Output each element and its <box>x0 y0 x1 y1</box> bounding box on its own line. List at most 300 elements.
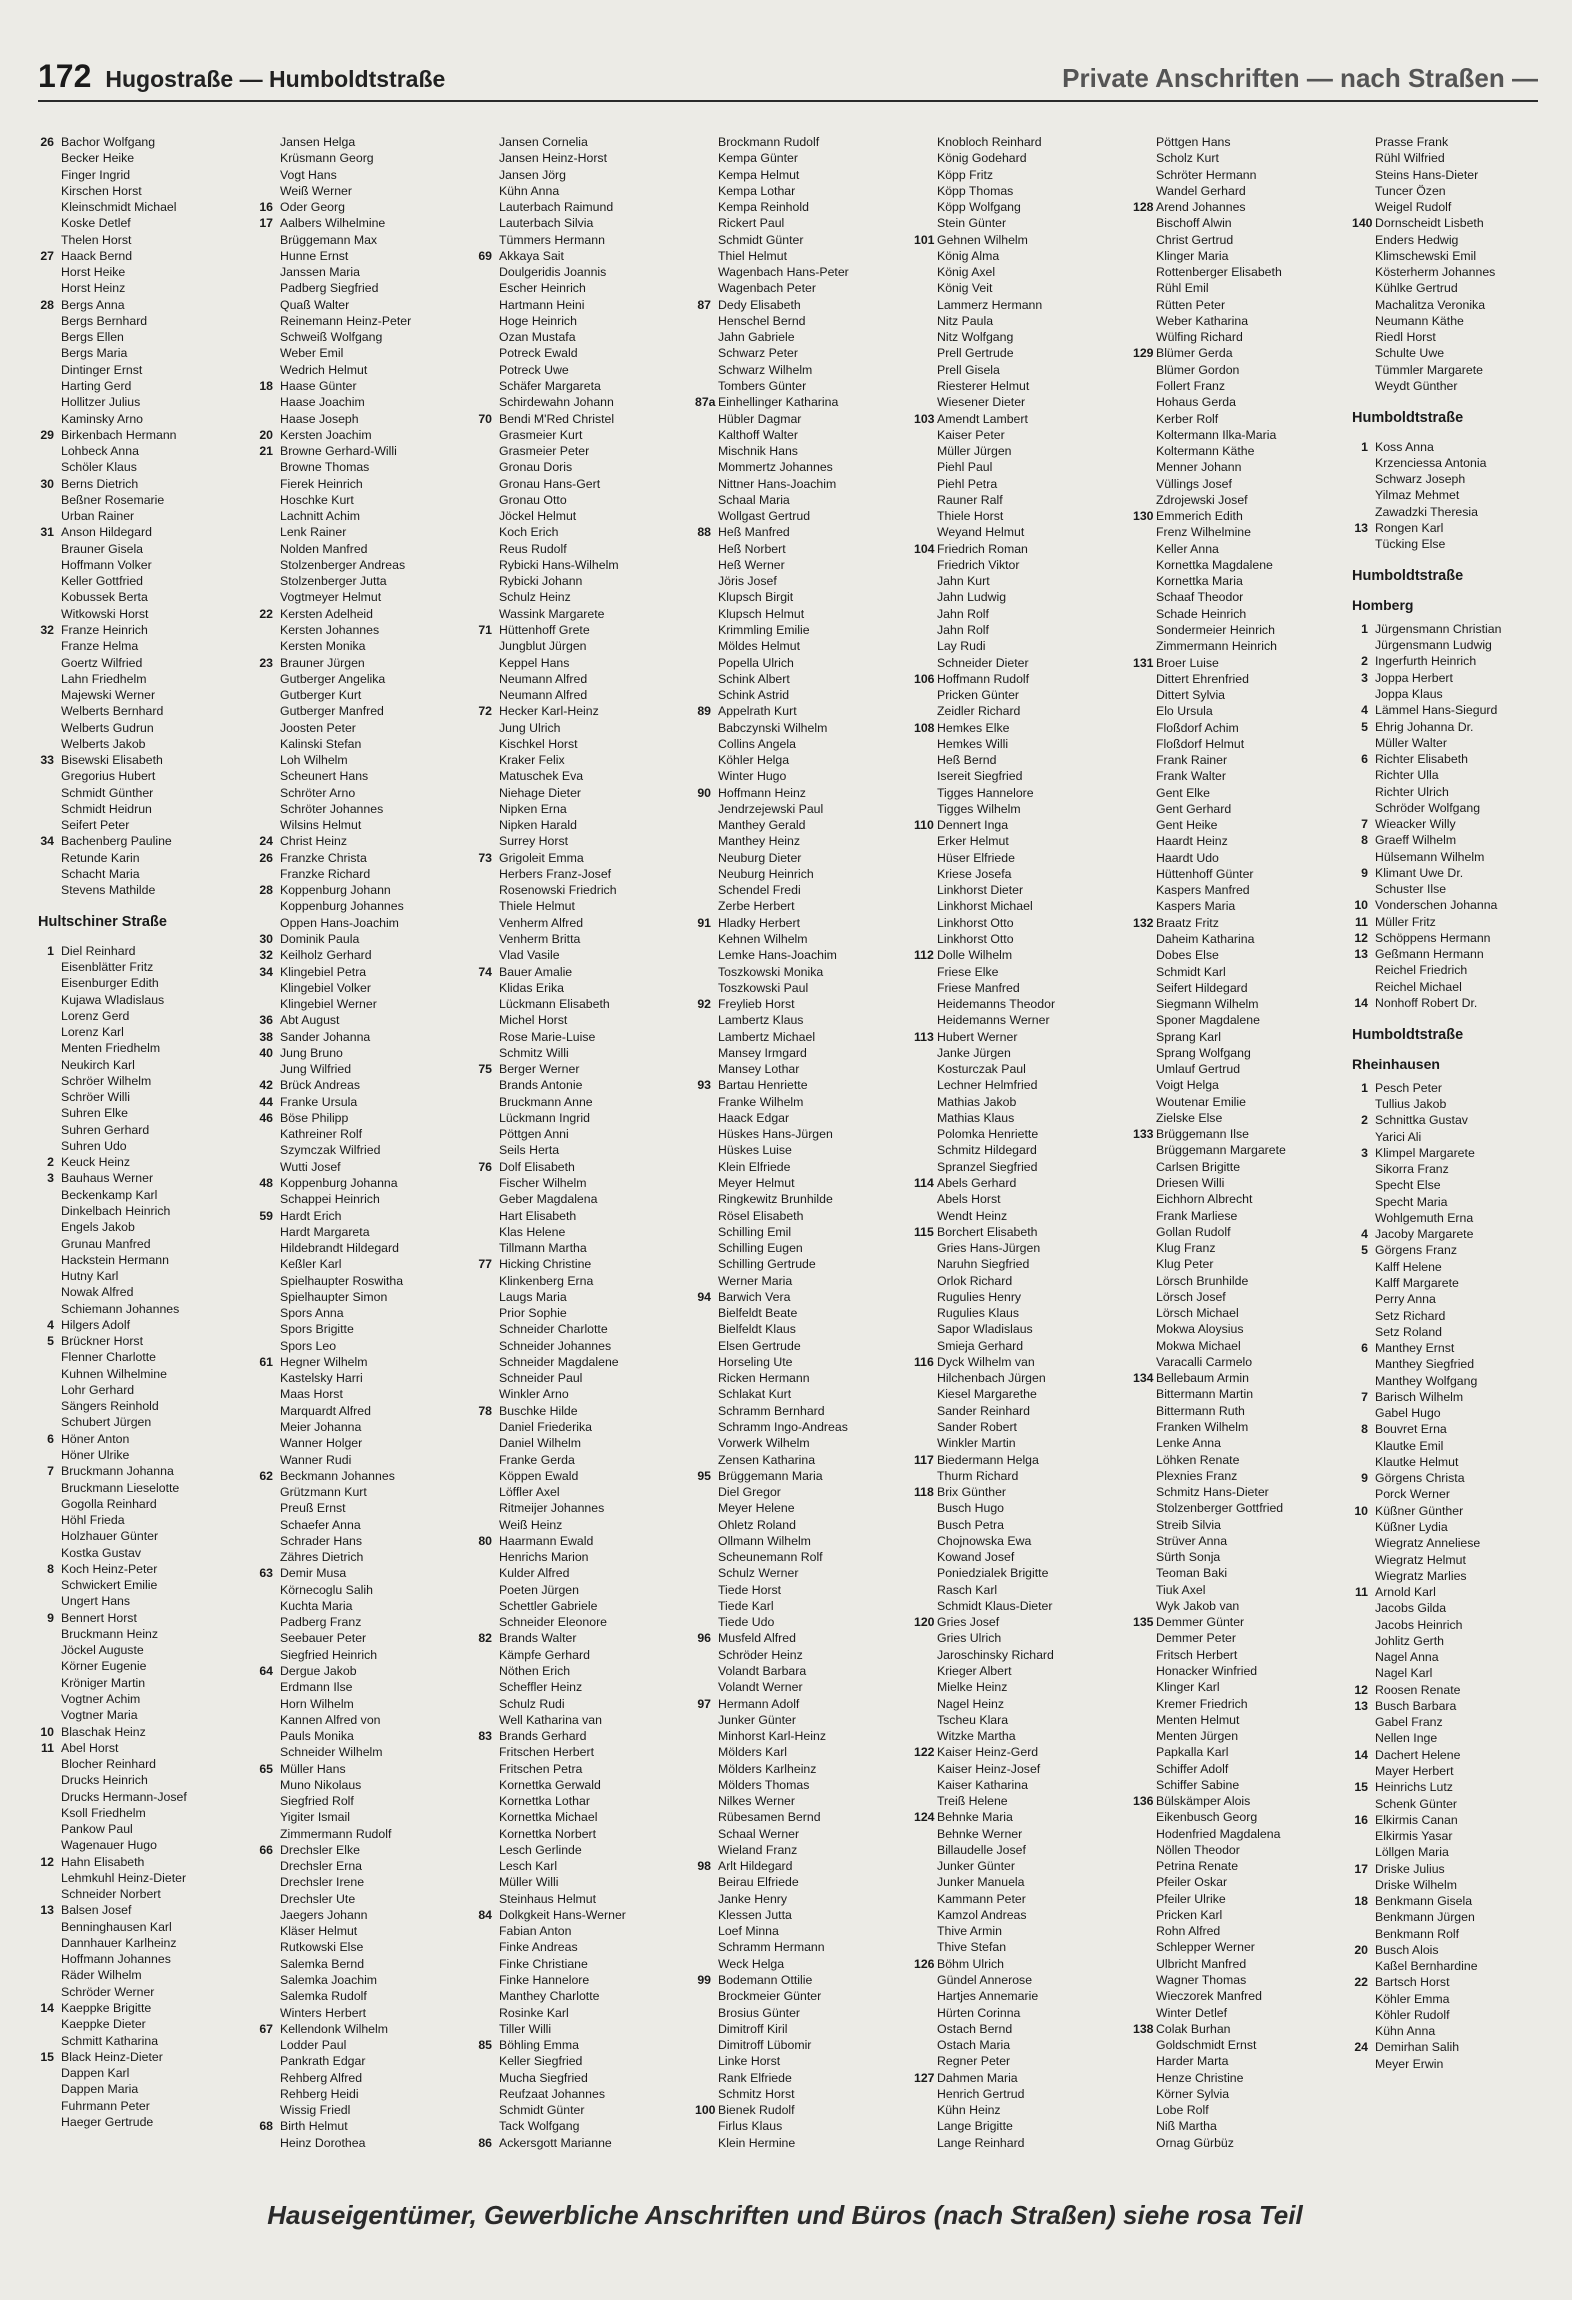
resident-entry <box>38 1073 255 1089</box>
resident-name: Koltermann Käthe <box>1156 444 1255 459</box>
resident-entry <box>914 1874 1131 1890</box>
resident-name: Hüser Elfriede <box>937 850 1015 865</box>
house-number: 95 <box>697 1468 711 1483</box>
resident-name: Frank Marliese <box>1156 1208 1238 1223</box>
resident-name: Schneider Dieter <box>937 655 1029 670</box>
resident-name: Tümmler Margarete <box>1375 362 1483 377</box>
resident-entry <box>38 167 255 183</box>
house-number: 72 <box>478 704 492 719</box>
resident-name: Schramm Ingo-Andreas <box>718 1419 848 1434</box>
resident-entry <box>1133 1321 1350 1337</box>
resident-name: Sander Johanna <box>280 1029 371 1044</box>
resident-entry <box>1133 1679 1350 1695</box>
resident-entry <box>476 459 693 475</box>
resident-entry <box>476 1094 693 1110</box>
resident-entry <box>38 150 255 166</box>
resident-name: Haase Joseph <box>280 411 359 426</box>
resident-name: Thiele Horst <box>937 509 1004 524</box>
resident-name: Arend Johannes <box>1156 200 1246 215</box>
resident-entry <box>914 1630 1131 1646</box>
resident-entry <box>476 1468 693 1484</box>
resident-name: Kühlke Gertrud <box>1375 281 1458 296</box>
house-number: 1 <box>47 943 54 958</box>
resident-entry <box>38 459 255 475</box>
resident-name: Kulder Alfred <box>499 1566 570 1581</box>
resident-entry <box>476 1484 693 1500</box>
resident-name: Junker Günter <box>937 1859 1015 1874</box>
resident-name: Freylieb Horst <box>718 997 795 1012</box>
resident-name: Schilling Emil <box>718 1224 792 1239</box>
resident-name: Hartmann Heini <box>499 297 585 312</box>
resident-entry <box>695 866 912 882</box>
resident-entry <box>38 1561 255 1577</box>
resident-name: Kuhnen Wilhelmine <box>61 1366 167 1381</box>
resident-entry <box>695 1679 912 1695</box>
resident-entry <box>1133 1907 1350 1923</box>
resident-name: Wissig Friedl <box>280 2103 351 2118</box>
resident-entry <box>1352 1958 1569 1974</box>
resident-name: Jürgensmann Ludwig <box>1375 638 1492 653</box>
resident-entry <box>695 362 912 378</box>
resident-entry <box>38 2065 255 2081</box>
resident-name: Doulgeridis Joannis <box>499 265 607 280</box>
resident-name: Lorenz Gerd <box>61 1008 130 1023</box>
resident-name: Kempa Günter <box>718 151 798 166</box>
resident-name: Balsen Josef <box>61 1903 132 1918</box>
resident-entry <box>476 476 693 492</box>
resident-entry <box>1133 1891 1350 1907</box>
resident-name: Harder Marta <box>1156 2054 1229 2069</box>
resident-name: Küßner Günther <box>1375 1503 1464 1518</box>
resident-name: Manthey Ernst <box>1375 1341 1455 1356</box>
resident-entry <box>257 2070 474 2086</box>
house-number: 34 <box>259 964 273 979</box>
resident-name: Dappen Maria <box>61 2082 139 2097</box>
resident-entry <box>914 1679 1131 1695</box>
house-number: 104 <box>914 541 935 556</box>
resident-name: Demirhan Salih <box>1375 2040 1460 2055</box>
resident-entry <box>476 362 693 378</box>
resident-name: Specht Else <box>1375 1178 1441 1193</box>
resident-name: Beckmann Johannes <box>280 1468 395 1483</box>
resident-name: Nonhoff Robert Dr. <box>1375 996 1478 1011</box>
resident-name: Nitz Wolfgang <box>937 330 1014 345</box>
resident-entry <box>38 2049 255 2065</box>
house-number: 106 <box>914 671 935 686</box>
resident-entry <box>38 345 255 361</box>
house-number: 15 <box>1354 1780 1368 1795</box>
house-number: 7 <box>47 1464 54 1479</box>
resident-name: Jahn Ludwig <box>937 590 1007 605</box>
resident-name: Köpp Wolfgang <box>937 200 1021 215</box>
resident-entry <box>257 1419 474 1435</box>
resident-entry <box>695 1126 912 1142</box>
resident-entry <box>1133 785 1350 801</box>
resident-entry <box>476 1159 693 1175</box>
resident-name: Tigges Wilhelm <box>937 801 1021 816</box>
resident-name: Ostach Maria <box>937 2038 1011 2053</box>
resident-entry <box>914 199 1131 215</box>
resident-name: Beßner Rosemarie <box>61 492 165 507</box>
resident-name: Strüver Anna <box>1156 1533 1228 1548</box>
resident-name: Sapor Wladislaus <box>937 1322 1033 1337</box>
resident-name: Gündel Annerose <box>937 1973 1033 1988</box>
resident-entry <box>1352 653 1569 669</box>
resident-entry <box>695 898 912 914</box>
resident-entry <box>695 1175 912 1191</box>
resident-entry <box>476 313 693 329</box>
resident-entry <box>1133 980 1350 996</box>
resident-entry <box>1352 1096 1569 1112</box>
resident-name: Ehrig Johanna Dr. <box>1375 719 1474 734</box>
resident-name: Prell Gertrude <box>937 346 1014 361</box>
resident-name: Hoffmann Heinz <box>718 785 806 800</box>
resident-name: Firlus Klaus <box>718 2119 783 2134</box>
resident-name: Mölders Karlheinz <box>718 1761 817 1776</box>
resident-name: Grigoleit Emma <box>499 850 584 865</box>
resident-name: Horst Heike <box>61 265 126 280</box>
resident-name: Lohr Gerhard <box>61 1382 135 1397</box>
resident-name: Akkaya Sait <box>499 248 564 263</box>
resident-entry <box>257 297 474 313</box>
resident-entry <box>476 134 693 150</box>
resident-entry <box>38 687 255 703</box>
resident-entry <box>914 1126 1131 1142</box>
resident-entry <box>695 2070 912 2086</box>
resident-entry <box>38 1642 255 1658</box>
resident-name: Hüskes Hans-Jürgen <box>718 1127 833 1142</box>
resident-entry <box>695 248 912 264</box>
house-number: 108 <box>914 720 935 735</box>
resident-name: Popella Ulrich <box>718 655 794 670</box>
resident-entry <box>38 1756 255 1772</box>
resident-name: Bittermann Martin <box>1156 1387 1254 1402</box>
resident-name: Haack Edgar <box>718 1110 790 1125</box>
resident-entry <box>257 671 474 687</box>
resident-entry <box>1133 589 1350 605</box>
resident-entry <box>38 557 255 573</box>
resident-entry <box>914 671 1131 687</box>
resident-entry <box>476 1679 693 1695</box>
resident-entry <box>257 1647 474 1663</box>
resident-entry <box>38 1724 255 1740</box>
resident-entry <box>476 1793 693 1809</box>
resident-entry <box>1352 702 1569 718</box>
resident-name: Lückmann Elisabeth <box>499 997 610 1012</box>
resident-entry <box>1352 686 1569 702</box>
resident-name: Siegfried Heinrich <box>280 1647 378 1662</box>
resident-name: Arlt Hildegard <box>718 1859 793 1874</box>
house-number: 26 <box>40 135 54 149</box>
resident-entry <box>695 1663 912 1679</box>
resident-name: Busch Petra <box>937 1517 1004 1532</box>
resident-entry <box>257 362 474 378</box>
resident-name: Spielhaupter Simon <box>280 1289 388 1304</box>
resident-entry <box>1133 2005 1350 2021</box>
resident-entry <box>1133 850 1350 866</box>
resident-name: Rühl Emil <box>1156 281 1209 296</box>
resident-entry <box>1352 621 1569 637</box>
resident-name: Hart Elisabeth <box>499 1208 577 1223</box>
resident-entry <box>476 801 693 817</box>
resident-entry <box>1352 1129 1569 1145</box>
resident-entry <box>1133 1614 1350 1630</box>
directory-column <box>1352 134 1569 2186</box>
resident-name: Nipken Harald <box>499 818 577 833</box>
resident-name: Laugs Maria <box>499 1289 567 1304</box>
resident-name: Petrina Renate <box>1156 1859 1239 1874</box>
resident-entry <box>1352 2007 1569 2023</box>
resident-name: Keuck Heinz <box>61 1155 131 1170</box>
resident-entry <box>476 1321 693 1337</box>
resident-name: Hardt Erich <box>280 1208 342 1223</box>
resident-name: Wieland Franz <box>718 1842 798 1857</box>
resident-name: Franzke Christa <box>280 850 367 865</box>
house-number: 15 <box>40 2049 54 2064</box>
resident-name: Kalthoff Walter <box>718 427 798 442</box>
resident-name: Neuburg Heinrich <box>718 866 814 881</box>
house-number: 77 <box>478 1257 492 1272</box>
resident-entry <box>1352 1161 1569 1177</box>
resident-entry <box>695 199 912 215</box>
resident-entry <box>695 1386 912 1402</box>
resident-name: Kühn Anna <box>1375 2024 1436 2039</box>
resident-entry <box>1133 622 1350 638</box>
resident-name: Zensen Katharina <box>718 1452 816 1467</box>
resident-name: Müller Willi <box>499 1875 559 1890</box>
resident-name: Kirschen Horst <box>61 183 142 198</box>
resident-entry <box>695 378 912 394</box>
resident-name: Schulz Rudi <box>499 1696 565 1711</box>
resident-name: Schmitt Katharina <box>61 2033 159 2048</box>
resident-name: Tuncer Özen <box>1375 183 1446 198</box>
resident-entry <box>1352 1226 1569 1242</box>
resident-entry <box>1133 1663 1350 1679</box>
resident-name: Kraker Felix <box>499 753 565 768</box>
resident-name: Körner Eugenie <box>61 1659 147 1674</box>
resident-entry <box>257 1077 474 1093</box>
resident-name: Finke Andreas <box>499 1940 578 1955</box>
resident-name: Blümer Gerda <box>1156 346 1233 361</box>
resident-entry <box>1352 362 1569 378</box>
resident-name: Junker Günter <box>718 1712 796 1727</box>
resident-name: Vogtmeyer Helmut <box>280 590 382 605</box>
house-number: 14 <box>1354 1747 1368 1762</box>
resident-name: Drechsler Irene <box>280 1875 365 1890</box>
resident-name: Spors Leo <box>280 1338 337 1353</box>
directory-column <box>257 134 474 2186</box>
resident-name: Klingebiel Werner <box>280 997 377 1012</box>
resident-name: Kaiser Peter <box>937 427 1005 442</box>
resident-entry <box>695 687 912 703</box>
resident-entry <box>257 866 474 882</box>
resident-entry <box>1133 1224 1350 1240</box>
resident-name: Retunde Karin <box>61 850 140 865</box>
resident-name: Pricken Karl <box>1156 1907 1223 1922</box>
resident-entry <box>695 996 912 1012</box>
resident-entry <box>38 1008 255 1024</box>
resident-name: Pankow Paul <box>61 1822 133 1837</box>
resident-entry <box>914 1565 1131 1581</box>
resident-entry <box>38 1772 255 1788</box>
resident-name: Stolzenberger Jutta <box>280 574 387 589</box>
house-number: 99 <box>697 1973 711 1988</box>
resident-name: Koch Heinz-Peter <box>61 1561 158 1576</box>
resident-name: Neukirch Karl <box>61 1057 135 1072</box>
resident-name: Brückner Horst <box>61 1334 144 1349</box>
resident-name: Kläser Helmut <box>280 1924 358 1939</box>
resident-name: Höhl Frieda <box>61 1513 125 1528</box>
resident-entry <box>476 1533 693 1549</box>
resident-name: Hladky Herbert <box>718 915 801 930</box>
house-number: 87 <box>697 297 711 312</box>
resident-entry <box>476 622 693 638</box>
resident-name: Tiede Horst <box>718 1582 782 1597</box>
resident-name: Brands Walter <box>499 1631 577 1646</box>
resident-name: Rugulies Klaus <box>937 1306 1020 1321</box>
house-number: 16 <box>259 200 273 215</box>
resident-name: Wutti Josef <box>280 1159 341 1174</box>
resident-name: Kersten Adelheid <box>280 606 373 621</box>
resident-name: Knobloch Reinhard <box>937 135 1042 149</box>
resident-name: Rasch Karl <box>937 1582 998 1597</box>
resident-name: Wagner Thomas <box>1156 1973 1247 1988</box>
house-number: 68 <box>259 2119 273 2134</box>
resident-name: Kastelsky Harri <box>280 1371 363 1386</box>
resident-name: Wiesener Dieter <box>937 395 1026 410</box>
resident-name: Hegner Wilhelm <box>280 1354 368 1369</box>
resident-name: Lesch Karl <box>499 1859 558 1874</box>
resident-name: Krzenciessa Antonia <box>1375 455 1487 470</box>
resident-entry <box>476 589 693 605</box>
resident-name: Venherm Alfred <box>499 915 584 930</box>
resident-entry <box>257 378 474 394</box>
resident-name: Herbers Franz-Josef <box>499 866 612 881</box>
house-number: 67 <box>259 2021 273 2036</box>
resident-entry <box>257 2005 474 2021</box>
resident-name: Niß Martha <box>1156 2119 1217 2134</box>
resident-name: Nittner Hans-Joachim <box>718 476 837 491</box>
resident-name: Engels Jakob <box>61 1220 135 1235</box>
resident-entry <box>257 1761 474 1777</box>
directory-column <box>1133 134 1350 2186</box>
resident-name: Black Heinz-Dieter <box>61 2049 163 2064</box>
resident-name: Brix Günther <box>937 1485 1007 1500</box>
resident-entry <box>1133 1630 1350 1646</box>
resident-name: Heß Norbert <box>718 541 786 556</box>
resident-entry <box>38 1675 255 1691</box>
resident-name: Dergue Jakob <box>280 1663 357 1678</box>
resident-entry <box>1352 1405 1569 1421</box>
resident-name: Borchert Elisabeth <box>937 1224 1038 1239</box>
resident-entry <box>257 1273 474 1289</box>
resident-name: Tigges Hannelore <box>937 785 1034 800</box>
resident-entry <box>914 329 1131 345</box>
resident-entry <box>257 1663 474 1679</box>
resident-name: Lange Reinhard <box>937 2135 1025 2150</box>
house-number: 64 <box>259 1663 273 1678</box>
resident-name: Haeger Gertrude <box>61 2114 154 2129</box>
resident-entry <box>914 411 1131 427</box>
resident-name: Neumann Alfred <box>499 688 588 703</box>
resident-name: Jendrzejewski Paul <box>718 801 824 816</box>
resident-entry <box>1352 1568 1569 1584</box>
resident-name: Benkmann Gisela <box>1375 1894 1473 1909</box>
resident-entry <box>1133 264 1350 280</box>
resident-entry <box>1133 1565 1350 1581</box>
resident-name: Orlok Richard <box>937 1273 1013 1288</box>
resident-entry <box>257 703 474 719</box>
resident-name: Marquardt Alfred <box>280 1403 371 1418</box>
house-number: 90 <box>697 785 711 800</box>
resident-name: Klein Elfriede <box>718 1159 791 1174</box>
resident-entry <box>257 1468 474 1484</box>
resident-entry <box>257 687 474 703</box>
resident-name: Gries Hans-Jürgen <box>937 1241 1041 1256</box>
resident-entry <box>257 1484 474 1500</box>
resident-name: Brockmeier Günter <box>718 1989 822 2004</box>
resident-entry <box>476 947 693 963</box>
resident-name: Daniel Wilhelm <box>499 1436 582 1451</box>
resident-entry <box>695 476 912 492</box>
resident-name: Franke Gerda <box>499 1452 575 1467</box>
resident-name: Pfeiler Oskar <box>1156 1875 1228 1890</box>
resident-name: Seils Herta <box>499 1143 560 1158</box>
resident-entry <box>1133 1549 1350 1565</box>
resident-name: Menner Johann <box>1156 460 1242 475</box>
resident-name: Jöckel Helmut <box>499 509 577 524</box>
resident-entry <box>1133 362 1350 378</box>
resident-name: Birkenbach Hermann <box>61 427 177 442</box>
district-heading: Rheinhausen <box>1352 1055 1440 1072</box>
resident-name: Kämpfe Gerhard <box>499 1647 590 1662</box>
resident-entry <box>257 150 474 166</box>
resident-name: Pöttgen Anni <box>499 1127 569 1142</box>
resident-entry <box>38 313 255 329</box>
resident-name: Hüskes Luise <box>718 1143 792 1158</box>
resident-name: Schröder Wolfgang <box>1375 800 1481 815</box>
resident-entry <box>1133 1273 1350 1289</box>
resident-entry <box>1133 232 1350 248</box>
resident-entry <box>1133 492 1350 508</box>
resident-entry <box>1352 979 1569 995</box>
section-title: Private Anschriften — nach Straßen — <box>1062 63 1538 93</box>
resident-entry <box>914 866 1131 882</box>
resident-entry <box>476 655 693 671</box>
house-number: 97 <box>697 1696 711 1711</box>
resident-name: Schwarz Peter <box>718 346 798 361</box>
house-number: 4 <box>1361 1227 1368 1242</box>
resident-entry <box>257 1907 474 1923</box>
resident-entry <box>1133 1142 1350 1158</box>
resident-entry <box>914 1370 1131 1386</box>
house-number: 74 <box>478 964 492 979</box>
resident-name: Thiele Helmut <box>499 899 575 914</box>
resident-entry <box>476 1142 693 1158</box>
resident-name: Demmer Peter <box>1156 1631 1236 1646</box>
house-number: 76 <box>478 1159 492 1174</box>
resident-name: Demir Musa <box>280 1566 347 1581</box>
house-number: 75 <box>478 1062 492 1077</box>
house-number: 112 <box>914 948 934 963</box>
resident-name: Thive Stefan <box>937 1940 1007 1955</box>
house-number: 9 <box>1361 865 1368 880</box>
resident-name: Rutkowski Else <box>280 1940 364 1955</box>
resident-entry <box>476 1435 693 1451</box>
resident-name: Schrader Hans <box>280 1533 363 1548</box>
resident-entry <box>914 1012 1131 1028</box>
resident-name: Volandt Werner <box>718 1680 803 1695</box>
